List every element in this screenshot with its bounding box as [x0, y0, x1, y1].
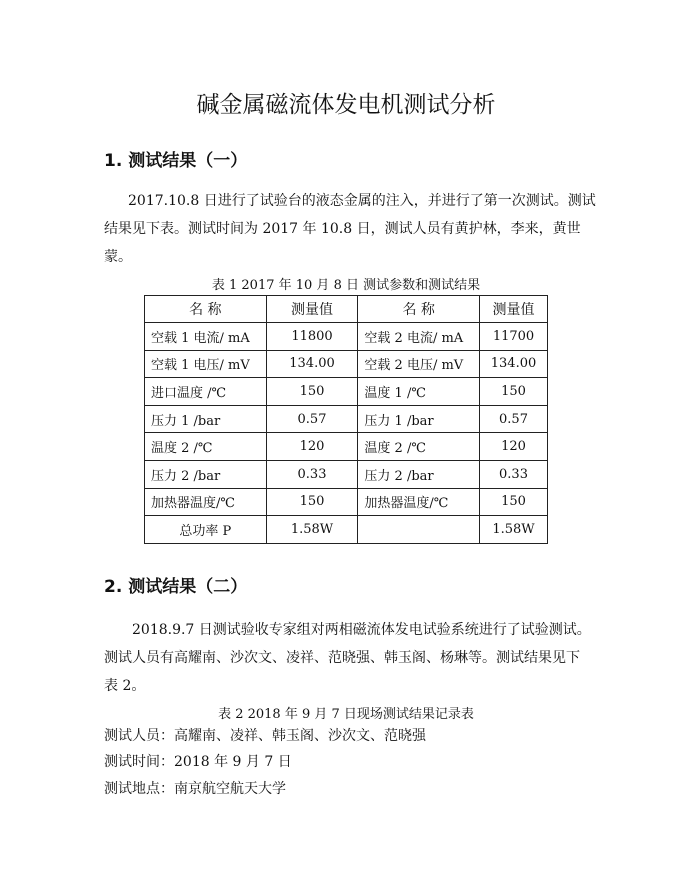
- table-cell: 134.00: [266, 350, 358, 378]
- table-cell: 11800: [266, 323, 358, 351]
- section-2-para-line-3: 表 2。: [104, 678, 146, 694]
- table-row: [145, 350, 548, 378]
- table-cell: 120: [480, 433, 548, 461]
- table-cell: 134.00: [480, 350, 548, 378]
- table-cell: 1.58W: [480, 516, 548, 544]
- table-cell: 加热器温度/℃: [145, 488, 267, 516]
- section-2-para-line-1: 2018.9.7 日测试验收专家组对两相磁流体发电试验系统进行了试验测试。: [132, 622, 591, 638]
- table-cell: 压力 1 /bar: [358, 405, 480, 433]
- table-cell: 150: [480, 488, 548, 516]
- section-2-heading: 2. 测试结果（二）: [104, 577, 248, 597]
- table-1-header-row: [145, 296, 548, 323]
- table-cell: 1.58W: [266, 516, 358, 544]
- table-row: [145, 488, 548, 516]
- table-cell: 0.33: [480, 460, 548, 488]
- table-row: [145, 433, 548, 461]
- section-2-para-line-2: 测试人员有高耀南、沙次文、凌祥、范晓强、韩玉阁、杨琳等。测试结果见下: [104, 650, 580, 666]
- table-cell: [358, 516, 480, 544]
- header-cell: 名 称: [358, 296, 480, 323]
- table-cell: 11700: [480, 323, 548, 351]
- header-cell: 名 称: [145, 296, 267, 323]
- table-cell: 空载 2 电流/ mA: [358, 323, 480, 351]
- test-date-line: 测试时间：2018 年 9 月 7 日: [104, 754, 292, 770]
- table-cell: 空载 2 电压/ mV: [358, 350, 480, 378]
- header-cell: 测量值: [480, 296, 548, 323]
- table-2-caption: 表 2 2018 年 9 月 7 日现场测试结果记录表: [218, 707, 474, 722]
- table-cell: 温度 1 /℃: [358, 378, 480, 406]
- section-1-para-line-1: 2017.10.8 日进行了试验台的液态金属的注入，并进行了第一次测试。测试: [128, 193, 596, 209]
- section-1-heading: 1. 测试结果（一）: [104, 151, 248, 171]
- table-cell: 压力 2 /bar: [145, 460, 267, 488]
- table-row: [145, 378, 548, 406]
- table-cell: 150: [266, 378, 358, 406]
- table-1: [144, 295, 548, 544]
- table-cell: 温度 2 /℃: [358, 433, 480, 461]
- table-cell: 总功率 P: [145, 516, 267, 544]
- test-personnel-line: 测试人员：高耀南、凌祥、韩玉阁、沙次文、范晓强: [104, 728, 426, 744]
- table-row: [145, 323, 548, 351]
- table-cell: 空载 1 电流/ mA: [145, 323, 267, 351]
- header-cell: 测量值: [266, 296, 358, 323]
- table-cell: 压力 1 /bar: [145, 405, 267, 433]
- table-cell: 温度 2 /℃: [145, 433, 267, 461]
- table-cell: 120: [266, 433, 358, 461]
- table-cell: 0.57: [266, 405, 358, 433]
- table-cell: 进口温度 /℃: [145, 378, 267, 406]
- table-row: [145, 405, 548, 433]
- table-row: [145, 516, 548, 544]
- table-cell: 150: [266, 488, 358, 516]
- table-cell: 0.33: [266, 460, 358, 488]
- section-1-para-line-2: 结果见下表。测试时间为 2017 年 10.8 日，测试人员有黄护林，李来，黄世: [104, 221, 581, 237]
- table-row: [145, 460, 548, 488]
- test-location-line: 测试地点：南京航空航天大学: [104, 781, 286, 797]
- table-cell: 压力 2 /bar: [358, 460, 480, 488]
- page-title: 碱金属磁流体发电机测试分析: [196, 92, 496, 118]
- table-cell: 空载 1 电压/ mV: [145, 350, 267, 378]
- section-1-para-line-3: 蒙。: [104, 249, 132, 265]
- table-cell: 150: [480, 378, 548, 406]
- table-cell: 加热器温度/℃: [358, 488, 480, 516]
- table-cell: 0.57: [480, 405, 548, 433]
- table-1-caption: 表 1 2017 年 10 月 8 日 测试参数和测试结果: [211, 278, 481, 293]
